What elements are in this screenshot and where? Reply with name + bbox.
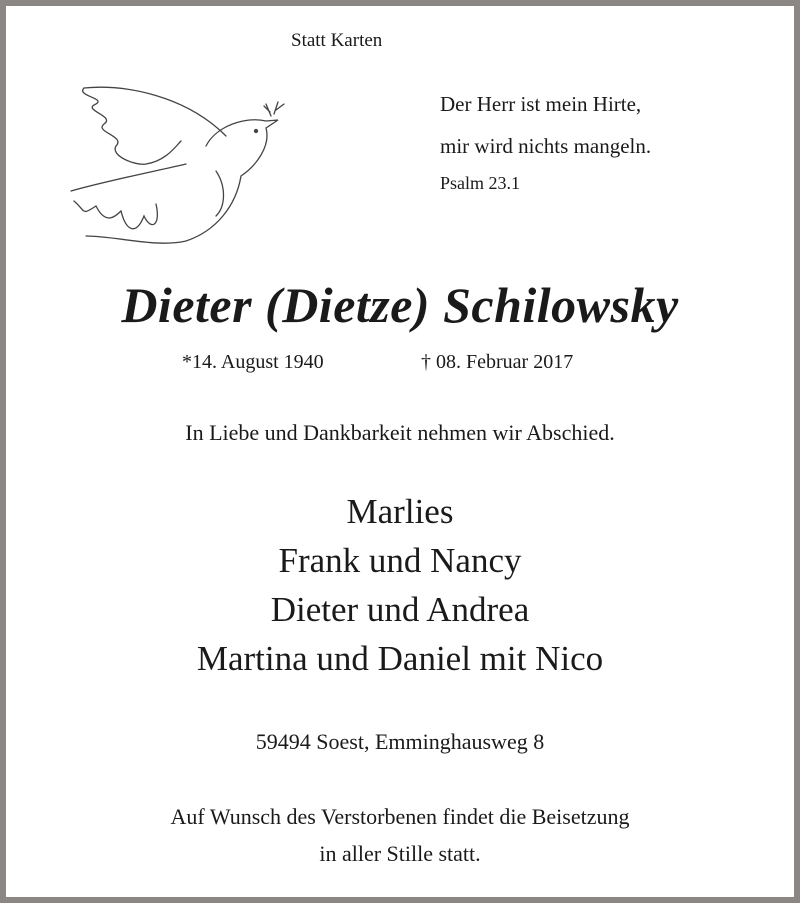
mourner: Frank und Nancy	[278, 541, 522, 580]
verse-line-2: mir wird nichts mangeln.	[440, 134, 652, 158]
obituary-card	[6, 6, 794, 897]
header-text: Statt Karten	[291, 30, 383, 51]
death-date: † 08. Februar 2017	[421, 351, 574, 373]
verse-reference: Psalm 23.1	[440, 173, 521, 193]
farewell-text: In Liebe und Dankbarkeit nehmen wir Abschied.	[185, 420, 615, 445]
mourner: Dieter und Andrea	[270, 590, 530, 629]
mourner: Martina und Daniel mit Nico	[196, 639, 604, 678]
mourner: Marlies	[346, 492, 454, 531]
verse-line-1: Der Herr ist mein Hirte,	[440, 92, 642, 116]
address: 59494 Soest, Emminghausweg 8	[255, 729, 545, 754]
dove-icon	[66, 76, 296, 256]
birth-date: *14. August 1940	[182, 351, 324, 373]
note-line-1: Auf Wunsch des Verstorbenen findet die Beisetzung	[170, 804, 630, 829]
deceased-name: Dieter (Dietze) Schilowsky	[121, 277, 679, 333]
note-line-2: in aller Stille statt.	[319, 841, 481, 866]
